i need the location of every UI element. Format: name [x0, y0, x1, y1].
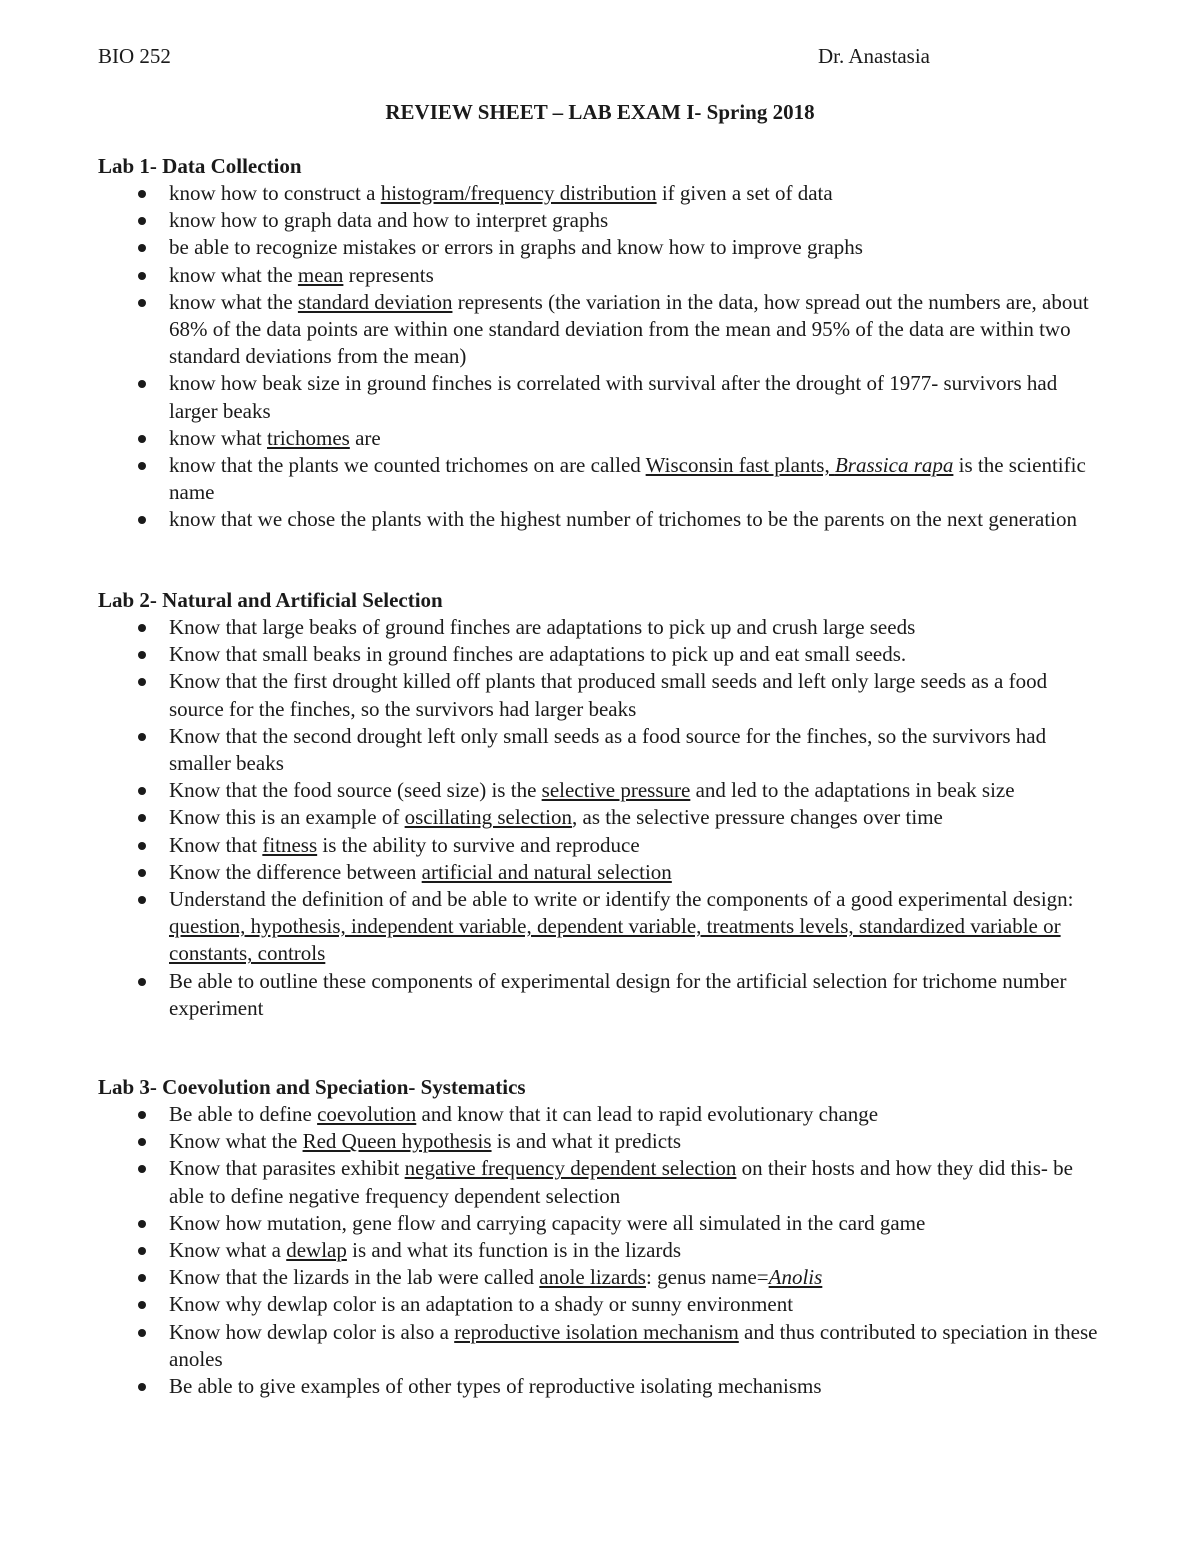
- list-item: [98, 886, 1098, 968]
- item-text: is the ability to survive and reproduce: [317, 832, 640, 857]
- bullet-icon: [138, 516, 146, 524]
- key-term: Anolis: [768, 1265, 823, 1290]
- item-text: Be able to give examples of other types of reproductive isolating mechanisms: [169, 1374, 822, 1399]
- key-term: oscillating selection: [404, 805, 572, 830]
- list-item: [98, 1237, 1098, 1264]
- item-text: represents (the variation in the data, how spread out the numbers are, about 68% of the data points are within one standard deviation from the mean and 95% of the data are within two standard deviations from the mean): [169, 289, 1089, 369]
- bullet-icon: [138, 733, 146, 741]
- section-title: Lab 2- Natural and Artificial Selection: [98, 588, 443, 612]
- item-text: Know that the food source (seed size) is the: [169, 778, 542, 803]
- key-term: histogram/frequency distribution: [380, 181, 657, 205]
- item-text: on their hosts and how they did this- be able to define negative frequency dependent selection: [169, 1156, 1073, 1208]
- bullet-icon: [138, 1329, 146, 1337]
- bullet-icon: [138, 190, 146, 198]
- item-text: know that the plants we counted trichomes on are called: [169, 453, 646, 478]
- bullet-icon: [138, 869, 146, 877]
- list-item: [98, 1128, 1098, 1155]
- section-title: Lab 3- Coevolution and Speciation- Systematics: [98, 1075, 526, 1099]
- section-lab-2: [98, 587, 1098, 1022]
- item-text: Know that the lizards in the lab were called: [169, 1265, 540, 1290]
- item-text: represents: [343, 262, 434, 287]
- item-text: Know how dewlap color is also a: [169, 1319, 455, 1344]
- item-text: know what the: [169, 262, 298, 287]
- list-item: [98, 506, 1098, 533]
- bullet-icon: [138, 1383, 146, 1391]
- list-item: [98, 859, 1098, 886]
- bullet-icon: [138, 272, 146, 280]
- item-text: Know what a: [169, 1238, 287, 1263]
- item-text: is and what it predicts: [491, 1129, 682, 1154]
- list-item: [98, 452, 1098, 506]
- bullet-icon: [138, 978, 146, 986]
- item-text: Know that: [169, 832, 263, 857]
- key-term: selective pressure: [541, 778, 691, 803]
- list-item: [98, 668, 1098, 722]
- list-item: [98, 370, 1098, 424]
- item-text: if given a set of data: [656, 181, 833, 205]
- list-item: [98, 832, 1098, 859]
- item-list: [98, 614, 1098, 1022]
- list-item: [98, 1155, 1098, 1209]
- item-text: Know the difference between: [169, 859, 422, 884]
- item-text: Understand the definition of and be able to write or identify the components of a good experimental design:: [169, 887, 1074, 912]
- list-item: [98, 1291, 1098, 1318]
- bullet-icon: [138, 1247, 146, 1255]
- bullet-icon: [138, 380, 146, 388]
- bullet-icon: [138, 1111, 146, 1119]
- key-term: artificial and natural selection: [421, 859, 672, 884]
- bullet-icon: [138, 896, 146, 904]
- item-text: be able to recognize mistakes or errors in graphs and know how to improve graphs: [169, 235, 863, 260]
- bullet-icon: [138, 787, 146, 795]
- list-item: [98, 1264, 1098, 1291]
- item-text: Know that small beaks in ground finches are adaptations to pick up and eat small seeds.: [169, 642, 907, 667]
- bullet-icon: [138, 1165, 146, 1173]
- item-text: is the scientific name: [169, 453, 1086, 505]
- item-text: Know that parasites exhibit: [169, 1156, 405, 1181]
- item-text: Know that the first drought killed off plants that produced small seeds and left only large seeds as a food source for the finches, so the survivors had larger beaks: [169, 669, 1048, 721]
- list-item: [98, 1210, 1098, 1237]
- key-term: coevolution: [317, 1102, 417, 1126]
- item-text: Know that large beaks of ground finches are adaptations to pick up and crush large seeds: [169, 615, 916, 639]
- list-item: [98, 614, 1098, 641]
- item-text: Be able to define: [169, 1102, 318, 1126]
- item-text: , as the selective pressure changes over time: [572, 805, 943, 830]
- item-text: and know that it can lead to rapid evolutionary change: [416, 1102, 879, 1126]
- list-item: [98, 262, 1098, 289]
- list-item: [98, 180, 1098, 207]
- list-item: [98, 1373, 1098, 1400]
- item-text: are: [349, 425, 381, 450]
- bullet-icon: [138, 842, 146, 850]
- list-item: [98, 425, 1098, 452]
- list-item: [98, 1101, 1098, 1128]
- item-text: Know why dewlap color is an adaptation to a shady or sunny environment: [169, 1292, 794, 1317]
- item-text: : genus name=: [645, 1265, 769, 1290]
- bullet-icon: [138, 651, 146, 659]
- item-text: is and what its function is in the lizards: [346, 1238, 682, 1263]
- item-list: [98, 180, 1098, 534]
- key-term: dewlap: [286, 1238, 347, 1263]
- list-item: [98, 289, 1098, 371]
- bullet-icon: [138, 1301, 146, 1309]
- list-item: [98, 777, 1098, 804]
- item-text: know that we chose the plants with the highest number of trichomes to be the parents on the next generation: [169, 507, 1078, 532]
- key-term: question, hypothesis, independent variable, dependent variable, treatments levels, standardized variable or constants, controls: [169, 914, 1061, 966]
- list-item: [98, 723, 1098, 777]
- bullet-icon: [138, 678, 146, 686]
- bullet-icon: [138, 299, 146, 307]
- item-text: know how to graph data and how to interpret graphs: [169, 208, 609, 233]
- list-item: [98, 1319, 1098, 1373]
- bullet-icon: [138, 462, 146, 470]
- section-lab-3: [98, 1074, 1098, 1400]
- bullet-icon: [138, 814, 146, 822]
- key-term: Wisconsin fast plants,: [645, 453, 835, 478]
- key-term: anole lizards: [539, 1265, 646, 1290]
- item-text: Know that the second drought left only small seeds as a food source for the finches, so the survivors had smaller beaks: [169, 723, 1047, 776]
- list-item: [98, 968, 1098, 1022]
- item-text: Know what the: [169, 1129, 303, 1154]
- bullet-icon: [138, 624, 146, 632]
- item-text: Be able to outline these components of experimental design for the artificial selection for trichome number experiment: [169, 968, 1067, 1020]
- course-code: BIO 252: [98, 44, 171, 68]
- item-text: Know how mutation, gene flow and carrying capacity were all simulated in the card game: [169, 1210, 926, 1235]
- key-term: trichomes: [267, 425, 350, 450]
- list-item: [98, 234, 1098, 261]
- key-term: Brassica rapa: [834, 453, 954, 478]
- bullet-icon: [138, 244, 146, 252]
- item-text: know what: [169, 425, 267, 450]
- item-text: know what the: [169, 289, 298, 314]
- key-term: mean: [297, 262, 344, 287]
- list-item: [98, 804, 1098, 831]
- bullet-icon: [138, 1220, 146, 1228]
- key-term: reproductive isolation mechanism: [454, 1319, 739, 1344]
- section-lab-1: [98, 153, 1098, 534]
- item-text: and thus contributed to speciation in these anoles: [169, 1319, 1098, 1371]
- item-text: know how beak size in ground finches is correlated with survival after the drought of 1977- survivors had larger beaks: [169, 371, 1058, 423]
- section-title: Lab 1- Data Collection: [98, 154, 302, 178]
- page-title: REVIEW SHEET – LAB EXAM I- Spring 2018: [385, 100, 815, 124]
- key-term: negative frequency dependent selection: [404, 1156, 737, 1181]
- bullet-icon: [138, 1274, 146, 1282]
- item-list: [98, 1101, 1098, 1400]
- bullet-icon: [138, 435, 146, 443]
- key-term: fitness: [262, 832, 318, 857]
- key-term: Red Queen hypothesis: [302, 1129, 492, 1154]
- key-term: standard deviation: [297, 289, 453, 314]
- list-item: [98, 641, 1098, 668]
- bullet-icon: [138, 217, 146, 225]
- item-text: and led to the adaptations in beak size: [690, 778, 1015, 803]
- item-text: know how to construct a: [169, 181, 381, 205]
- item-text: Know this is an example of: [169, 805, 405, 830]
- list-item: [98, 207, 1098, 234]
- bullet-icon: [138, 1138, 146, 1146]
- instructor-name: Dr. Anastasia: [818, 44, 930, 68]
